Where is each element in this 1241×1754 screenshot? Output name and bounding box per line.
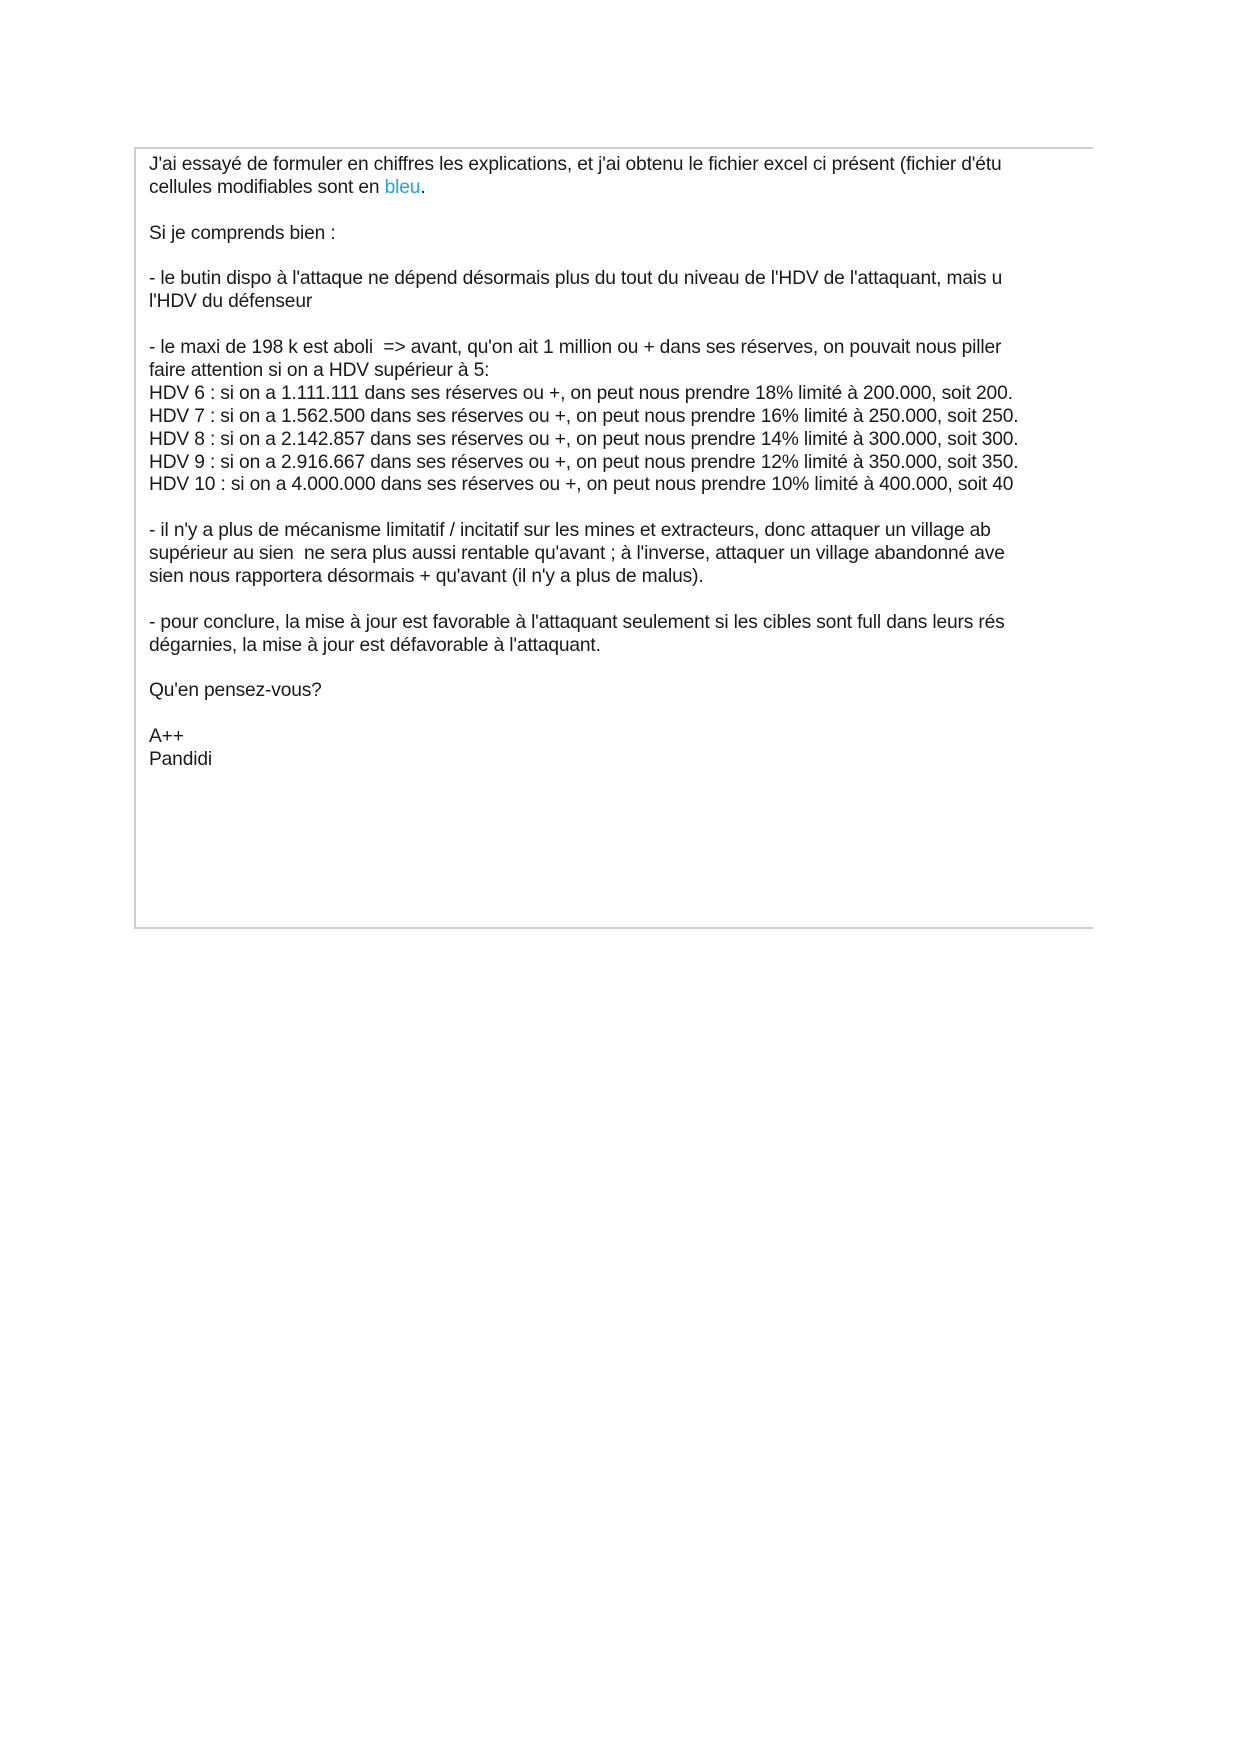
message-body [149,154,1093,772]
point-2-line-2: faire attention si on a HDV supérieur à 5: [149,360,490,382]
blank-line [149,497,1093,520]
hdv-line-8: HDV 8 : si on a 2.142.857 dans ses réserves ou +, on peut nous prendre 14% limité à 300.000, soit 300. [149,428,1019,450]
spreadsheet-cell-textbox [134,147,1093,929]
question-line: Qu'en pensez-vous? [149,680,322,702]
point-1-line-2: l'HDV du défenseur [149,291,313,313]
blank-line [149,703,1093,726]
blank-line [149,246,1093,269]
blank-line [149,658,1093,681]
intro-line: Si je comprends bien : [149,222,336,244]
signoff: A++ [149,726,184,748]
paragraph-1-line-2 [149,177,1093,200]
point-2-line-1: - le maxi de 198 k est aboli => avant, qu'on ait 1 million ou + dans ses réserves, on pouvait nous piller [149,337,1002,359]
point-3-line-1: - il n'y a plus de mécanisme limitatif / incitatif sur les mines et extracteurs, donc attaquer un village ab [149,520,991,542]
point-4-line-1: - pour conclure, la mise à jour est favorable à l'attaquant seulement si les cibles sont full dans leurs rés [149,611,1005,633]
hdv-line-7: HDV 7 : si on a 1.562.500 dans ses réserves ou +, on peut nous prendre 16% limité à 250.000, soit 250. [149,405,1019,427]
signature: Pandidi [149,749,212,771]
blank-line [149,589,1093,612]
blank-line [149,200,1093,223]
point-1-line-1: - le butin dispo à l'attaque ne dépend désormais plus du tout du niveau de l'HDV de l'attaquant, mais u [149,268,1003,290]
hdv-line-6: HDV 6 : si on a 1.111.111 dans ses réserves ou +, on peut nous prendre 18% limité à 200.000, soit 200. [149,382,1013,404]
hdv-line-9: HDV 9 : si on a 2.916.667 dans ses réserves ou +, on peut nous prendre 12% limité à 350.000, soit 350. [149,451,1019,473]
paragraph-1-line-1: J'ai essayé de formuler en chiffres les explications, et j'ai obtenu le fichier excel ci présent (fichier d'étu [149,154,1002,175]
text-segment: cellules modifiables sont en [149,176,385,198]
point-4-line-2: dégarnies, la mise à jour est défavorable à l'attaquant. [149,634,601,656]
point-3-line-2: supérieur au sien ne sera plus aussi rentable qu'avant ; à l'inverse, attaquer un village abandonné ave [149,543,1005,565]
point-3-line-3: sien nous rapportera désormais + qu'avant (il n'y a plus de malus). [149,566,704,588]
hdv-line-10: HDV 10 : si on a 4.000.000 dans ses réserves ou +, on peut nous prendre 10% limité à 400.000, soit 40 [149,474,1014,496]
text-segment: . [420,176,426,198]
blank-line [149,314,1093,337]
blue-highlight-word: bleu [384,176,421,198]
